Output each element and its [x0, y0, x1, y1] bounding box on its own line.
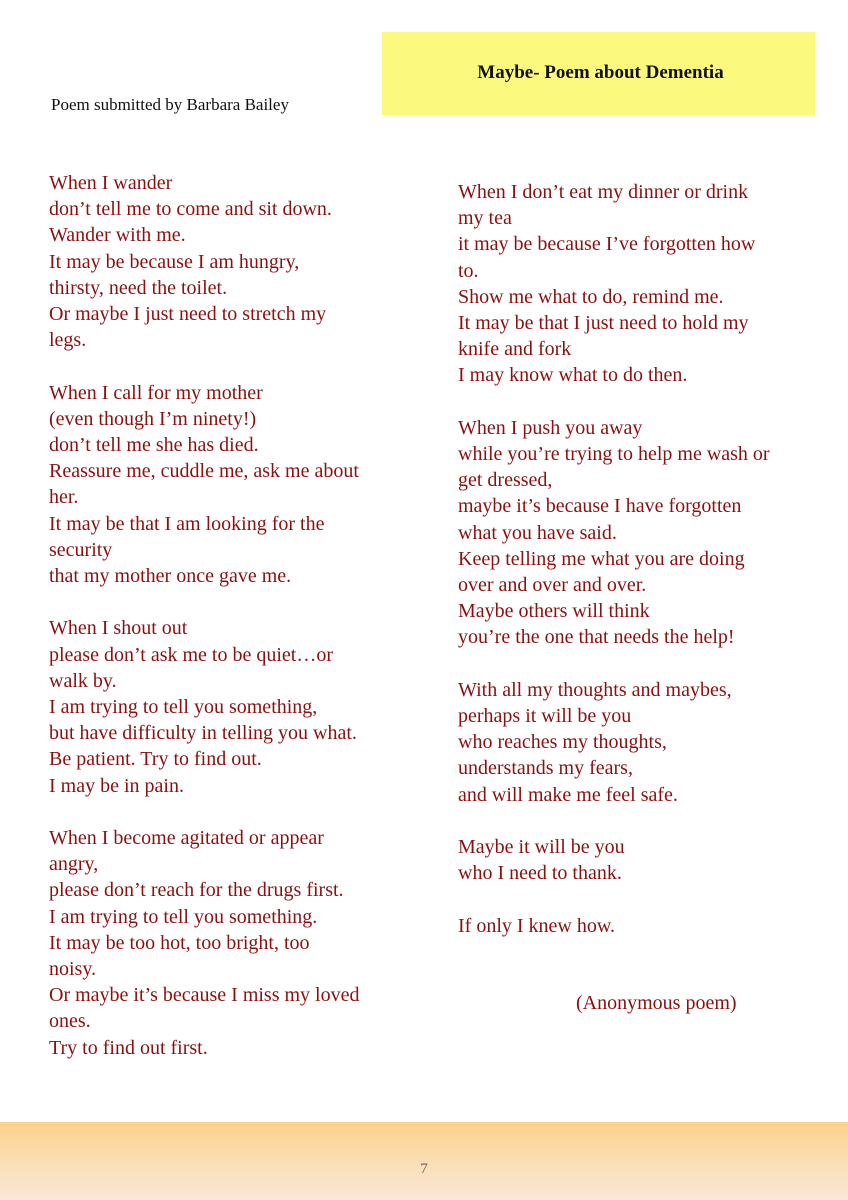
poem-line: Maybe it will be you — [458, 836, 625, 859]
poem-line: angry, — [49, 853, 99, 876]
poem-line: It may be that I just need to hold my — [458, 312, 749, 335]
poem-line: ones. — [49, 1010, 91, 1033]
poem-right-column — [458, 179, 828, 965]
poem-line: When I become agitated or appear — [49, 827, 324, 850]
poem-line: but have difficulty in telling you what. — [49, 722, 357, 745]
poem-line: Show me what to do, remind me. — [458, 285, 724, 308]
poem-line: When I don’t eat my dinner or drink — [458, 181, 749, 203]
poem-line: Or maybe it’s because I miss my loved — [49, 984, 360, 1007]
poem-stanza — [49, 170, 419, 353]
poem-line: please don’t ask me to be quiet…or — [49, 643, 334, 666]
poem-line: When I wander — [49, 172, 173, 194]
poem-line: while you’re trying to help me wash or — [458, 443, 770, 466]
poem-line: over and over and over. — [458, 574, 647, 597]
poem-line: don’t tell me to come and sit down. — [49, 198, 332, 221]
poem-stanza — [458, 834, 828, 886]
poem-line: walk by. — [49, 669, 117, 692]
poem-line: maybe it’s because I have forgotten — [458, 495, 742, 518]
poem-line: I may know what to do then. — [458, 364, 688, 387]
poem-line: knife and fork — [458, 338, 572, 361]
poem-line: understands my fears, — [458, 757, 633, 780]
poem-line: I am trying to tell you something. — [49, 905, 318, 928]
poem-line: that my mother once gave me. — [49, 565, 292, 588]
poem-line: It may be too hot, too bright, too — [49, 931, 310, 954]
poem-stanza — [49, 380, 419, 590]
poem-line: When I shout out — [49, 617, 188, 640]
page-footer — [0, 1122, 848, 1200]
poem-line: who I need to thank. — [458, 862, 622, 885]
poem-line: Try to find out first. — [49, 1036, 208, 1059]
poem-line: I may be in pain. — [49, 774, 184, 797]
poem-line: you’re the one that needs the help! — [458, 626, 735, 649]
poem-line: please don’t reach for the drugs first. — [49, 879, 344, 902]
poem-line: thirsty, need the toilet. — [49, 276, 228, 299]
poem-stanza — [458, 913, 828, 939]
poem-line: noisy. — [49, 958, 97, 981]
poem-attribution: (Anonymous poem) — [576, 992, 737, 1014]
poem-line: (even though I’m ninety!) — [49, 407, 257, 430]
poem-left-column — [49, 170, 419, 1087]
poem-line: what you have said. — [458, 521, 617, 544]
poem-line: and will make me feel safe. — [458, 783, 678, 806]
poem-line: I am trying to tell you something, — [49, 696, 318, 719]
poem-line: If only I knew how. — [458, 914, 616, 937]
poem-line: to. — [458, 259, 479, 282]
poem-line: Keep telling me what you are doing — [458, 547, 745, 570]
poem-line: don’t tell me she has died. — [49, 434, 259, 457]
poem-stanza — [49, 825, 419, 1061]
poem-line: security — [49, 538, 113, 561]
poem-line: legs. — [49, 329, 87, 352]
page-title: Maybe- Poem about Dementia — [477, 62, 724, 83]
poem-line: Or maybe I just need to stretch my — [49, 303, 327, 326]
poem-line: Wander with me. — [49, 224, 186, 247]
poem-line: who reaches my thoughts, — [458, 731, 667, 754]
poem-stanza — [458, 415, 828, 651]
page-number: 7 — [420, 1161, 428, 1177]
poem-line: Maybe others will think — [458, 600, 650, 623]
poem-line: it may be because I’ve forgotten how — [458, 233, 756, 256]
poem-line: When I push you away — [458, 416, 643, 439]
poem-stanza — [49, 615, 419, 798]
poem-stanza — [458, 677, 828, 808]
poem-line: her. — [49, 486, 79, 509]
poem-line: get dressed, — [458, 469, 553, 492]
poem-line: It may be that I am looking for the — [49, 512, 325, 535]
title-box — [382, 32, 815, 115]
poem-line: my tea — [458, 207, 512, 230]
submitted-by: Poem submitted by Barbara Bailey — [51, 95, 289, 114]
poem-line: Be patient. Try to find out. — [49, 748, 262, 771]
poem-line: It may be because I am hungry, — [49, 250, 300, 273]
poem-line: Reassure me, cuddle me, ask me about — [49, 460, 359, 483]
poem-stanza — [458, 179, 828, 389]
poem-line: perhaps it will be you — [458, 705, 632, 728]
poem-line: When I call for my mother — [49, 381, 263, 404]
poem-line: With all my thoughts and maybes, — [458, 678, 732, 701]
